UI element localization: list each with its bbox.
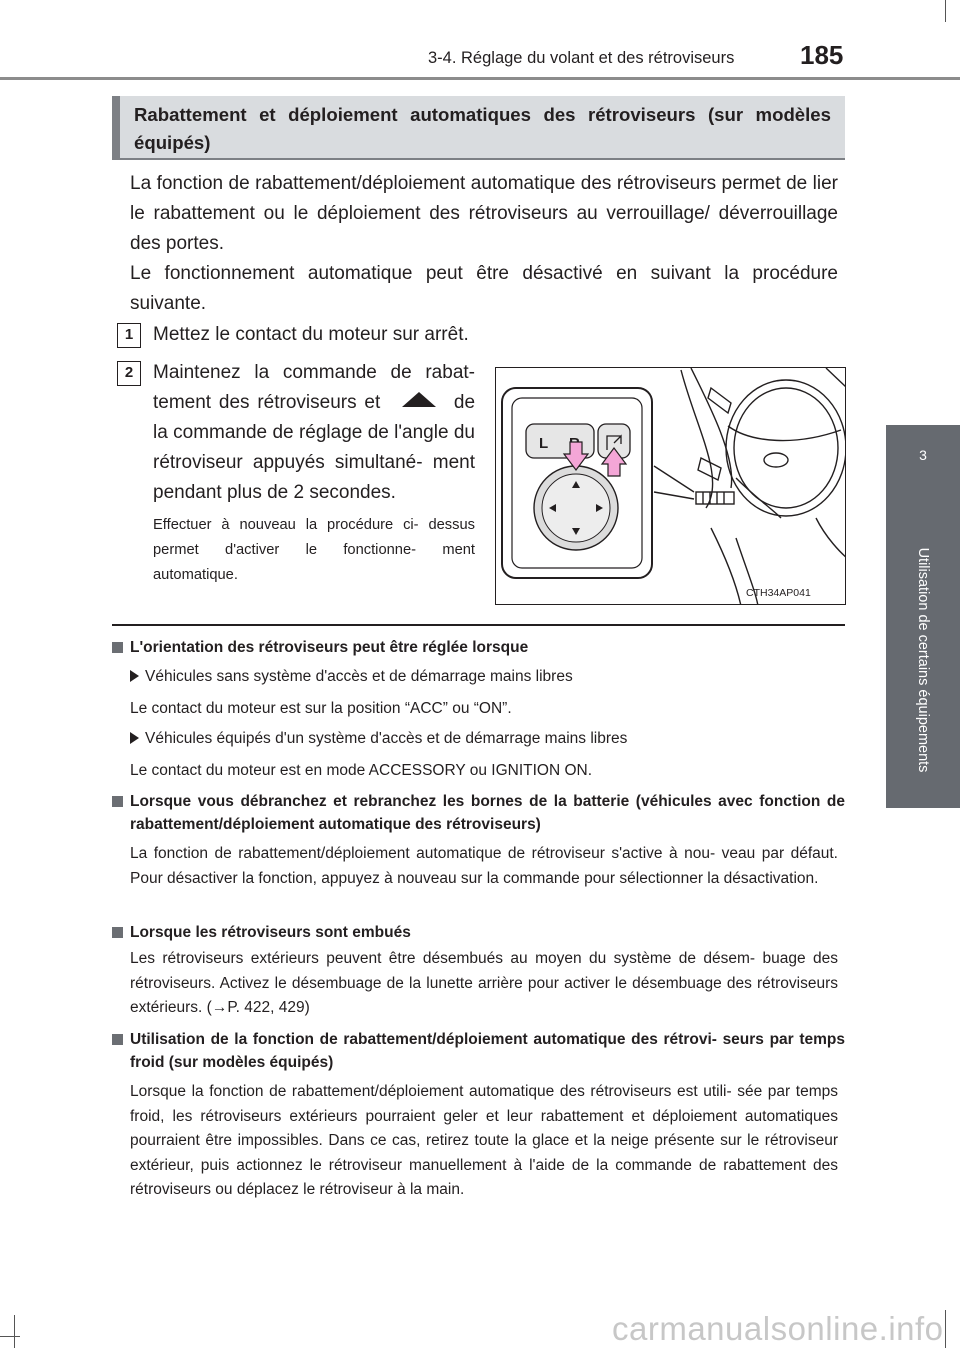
condition-line-2: Véhicules équipés d'un système d'accès et de démarrage mains libres [130, 728, 627, 750]
chapter-label: Utilisation de certains équipements [915, 547, 931, 773]
note-heading-4: Utilisation de la fonction de rabattement/déploiement automatique des rétrovi- seurs par temps froid (sur modèles équipés) [112, 1028, 845, 1074]
watermark: carmanualsonline.info [612, 1310, 944, 1347]
step-2-text-after: de la commande de réglage de l'angle du rétroviseur appuyés simultané- ment pendant plus de 2 secondes. [153, 392, 476, 503]
crop-mark [945, 0, 946, 22]
crop-mark [0, 1336, 20, 1337]
intro-paragraph-2: Le fonctionnement automatique peut être désactivé en suivant la procédure suivante. [130, 263, 838, 314]
step-number-2: 2 [117, 361, 141, 386]
section-separator [112, 624, 845, 626]
note-heading-2: Lorsque vous débranchez et rebranchez les bornes de la batterie (véhicules avec fonction de rabattement/déploiement automatique des rétroviseurs) [112, 790, 845, 836]
mirror-fold-triangle-icon [402, 392, 436, 407]
chapter-title: 3-4. Réglage du volant et des rétroviseurs [428, 49, 735, 67]
step-2-text-before: Maintenez la commande de rabat- tement des rétroviseurs et [153, 362, 475, 413]
intro-paragraph: La fonction de rabattement/déploiement automatique des rétroviseurs permet de lier le rabattement ou le déploiement des rétroviseurs au verrouillage/ déverrouillage des portes. [130, 173, 838, 254]
crop-mark [945, 1310, 946, 1348]
note-heading-3: Lorsque les rétroviseurs sont embués [112, 921, 845, 944]
crop-mark [14, 1315, 15, 1348]
mirror-switch-illustration [495, 367, 846, 605]
section-title: Rabattement et déploiement automatiques des rétroviseurs (sur modèles équipés) [112, 96, 845, 160]
bullet-square-icon [112, 642, 123, 653]
note-text-4: Lorsque la fonction de rabattement/déploiement automatique des rétroviseurs est utili- sée par temps froid, les rétroviseurs extérieurs pourraient geler et leur rabattement et déploiement automatiques pourraient être impossibles. Dans ce cas, retirez toute la glace et la neige présente sur le rétroviseur extérieur, puis actionnez le rétroviseur manuellement à l'aide de la commande de rabattement des rétroviseurs ou déplacez le rétroviseur à la main. [130, 1083, 838, 1198]
figure-code: CTH34AP041 [746, 587, 811, 599]
page-number: 185 [800, 40, 844, 70]
bullet-square-icon [112, 1034, 123, 1045]
condition-text-2: Le contact du moteur est en mode ACCESSORY ou IGNITION ON. [130, 762, 593, 779]
note-heading-1: L'orientation des rétroviseurs peut être réglée lorsque [112, 636, 845, 659]
bullet-square-icon [112, 927, 123, 938]
step-1-text: Mettez le contact du moteur sur arrêt. [153, 324, 469, 345]
switch-left-label: L [539, 435, 549, 452]
condition-line-1: Véhicules sans système d'accès et de démarrage mains libres [130, 666, 573, 688]
bullet-square-icon [112, 796, 123, 807]
chapter-side-tab [886, 425, 960, 808]
arrow-bullet-icon [130, 670, 139, 682]
chapter-number: 3 [919, 447, 927, 463]
step-number-1: 1 [117, 323, 141, 348]
condition-text-1: Le contact du moteur est sur la position “ACC” ou “ON”. [130, 700, 512, 717]
step-2-text [153, 358, 475, 508]
step-note: Effectuer à nouveau la procédure ci- dessus permet d'activer le fonctionne- ment automatique. [153, 517, 475, 583]
arrow-bullet-icon [130, 732, 139, 744]
note-text-3: Les rétroviseurs extérieurs peuvent être désembués au moyen du système de désem- buage des rétroviseurs. Activez le désembuage de la lunette arrière pour activer le désembuage des rétroviseurs extérieurs. (→P. 422, 429) [130, 950, 838, 1016]
dashboard-drawing [496, 368, 846, 605]
header-rule [0, 77, 960, 80]
note-text-2: La fonction de rabattement/déploiement automatique de rétroviseur s'active à nou- veau par défaut. Pour désactiver la fonction, appuyez à nouveau sur la commande pour sélectionner la désactivation. [130, 845, 838, 887]
